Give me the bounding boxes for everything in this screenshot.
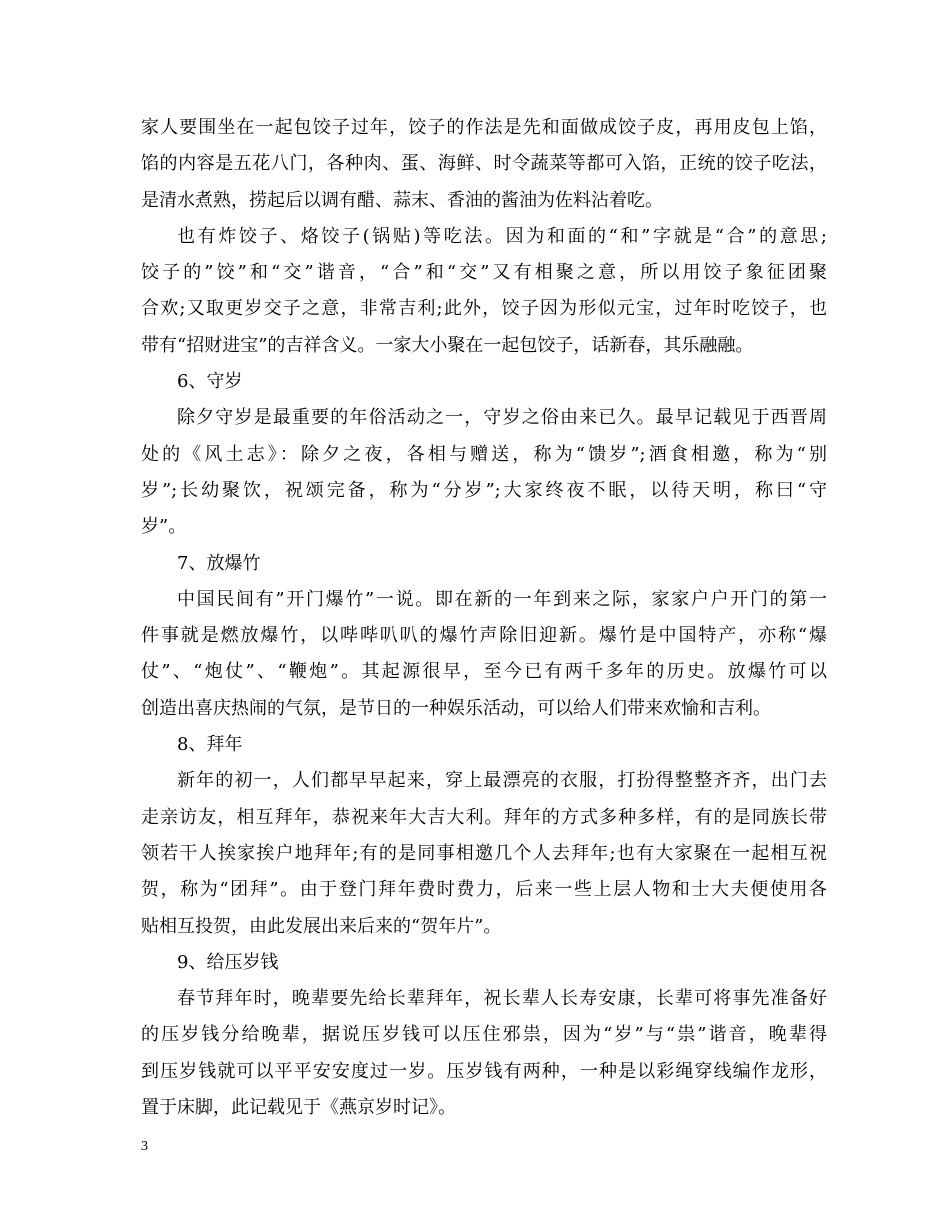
- text-line: 新年的初一，人们都早早起来，穿上最漂亮的衣服，打扮得整整齐齐，出门去: [177, 770, 827, 792]
- text-line: 领若干人挨家挨户地拜年;有的是同事相邀几个人去拜年;也有大家聚在一起相互祝: [141, 842, 827, 864]
- text-line: 是清水煮熟，捞起后以调有醋、蒜末、香油的酱油为佐料沾着吃。: [141, 189, 663, 211]
- text-line: 带有“招财进宝”的吉祥含义。一家大小聚在一起包饺子，话新春，其乐融融。: [141, 334, 754, 356]
- text-line: 贺，称为“团拜”。由于登门拜年费时费力，后来一些上层人物和士大夫便使用各: [141, 879, 827, 901]
- text-line: 件事就是燃放爆竹，以哔哔叭叭的爆竹声除旧迎新。爆竹是中国特产，亦称“爆: [141, 625, 827, 647]
- text-line: 岁”。: [141, 516, 187, 538]
- text-line: 到压岁钱就可以平平安安度过一岁。压岁钱有两种，一种是以彩绳穿线编作龙形，: [141, 1060, 827, 1082]
- text-line: 处的《风土志》：除夕之夜，各相与赠送，称为“馈岁”;酒食相邀，称为“别: [141, 443, 827, 465]
- text-line: 创造出喜庆热闹的气氛，是节日的一种娱乐活动，可以给人们带来欢愉和吉利。: [141, 697, 771, 719]
- text-line: 贴相互投贺，由此发展出来后来的“贺年片”。: [141, 915, 502, 937]
- text-line: 馅的内容是五花八门，各种肉、蛋、海鲜、时令蔬菜等都可入馅，正统的饺子吃法，: [141, 153, 827, 175]
- text-line: 中国民间有”开门爆竹”一说。即在新的一年到来之际，家家户户开门的第一: [177, 588, 827, 610]
- text-line: 置于床脚，此记载见于《燕京岁时记》。: [141, 1097, 456, 1119]
- text-line: 饺子的”饺”和“交”谐音，“合”和“交”又有相聚之意，所以用饺子象征团聚: [141, 262, 827, 284]
- text-line: 合欢;又取更岁交子之意，非常吉利;此外，饺子因为形似元宝，过年时吃饺子，也: [141, 298, 827, 320]
- text-line: 除夕守岁是最重要的年俗活动之一，守岁之俗由来已久。最早记载见于西晋周: [177, 407, 827, 429]
- text-line: 的压岁钱分给晚辈，据说压岁钱可以压住邪祟，因为“岁”与“祟”谐音，晚辈得: [141, 1024, 827, 1046]
- section-heading: 9、给压岁钱: [177, 951, 279, 973]
- text-line: 也有炸饺子、烙饺子(锅贴)等吃法。因为和面的“和”字就是“合”的意思;: [177, 225, 827, 247]
- page-number: 3: [141, 1139, 148, 1154]
- text-line: 仗”、“炮仗”、“鞭炮”。其起源很早，至今已有两千多年的历史。放爆竹可以: [141, 661, 827, 683]
- text-line: 岁”;长幼聚饮，祝颂完备，称为“分岁”;大家终夜不眠，以待天明，称曰“守: [141, 479, 827, 501]
- document-body: [141, 110, 827, 1126]
- text-line: 春节拜年时，晚辈要先给长辈拜年，祝长辈人长寿安康，长辈可将事先准备好: [177, 988, 827, 1010]
- section-heading: 7、放爆竹: [177, 552, 261, 574]
- text-line: 家人要围坐在一起包饺子过年，饺子的作法是先和面做成饺子皮，再用皮包上馅，: [141, 117, 827, 138]
- text-line: 走亲访友，相互拜年，恭祝来年大吉大利。拜年的方式多种多样，有的是同族长带: [141, 806, 827, 828]
- section-heading: 8、拜年: [177, 734, 243, 756]
- section-heading: 6、守岁: [177, 371, 243, 393]
